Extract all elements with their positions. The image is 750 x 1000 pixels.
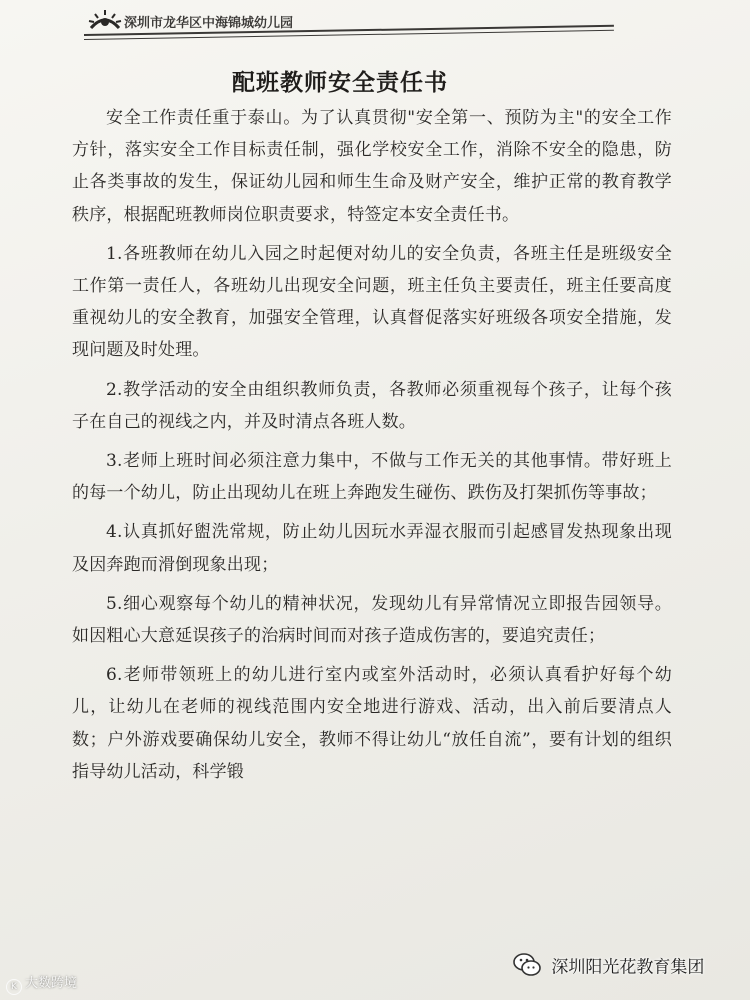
wechat-icon	[512, 950, 542, 980]
document-body	[72, 102, 672, 795]
clause-1: 1.各班教师在幼儿入园之时起便对幼儿的安全负责，各班主任是班级安全工作第一责任人，各班幼儿出现安全问题，班主任负主要责任，班主任要高度重视幼儿的安全教育，加强安全管理，认真督促落实好班级各项安全措施，发现问题及时处理。	[72, 243, 672, 361]
kuajing-logo-icon: K	[6, 979, 22, 995]
clause-5: 5.细心观察每个幼儿的精神状况，发现幼儿有异常情况立即报告园领导。如因粗心大意延误孩子的治病时间而对孩子造成伤害的，要追究责任；	[72, 593, 672, 647]
left-watermark	[6, 972, 77, 995]
left-watermark-text: 大数跨境	[25, 976, 78, 991]
document-title: 配班教师安全责任书	[232, 70, 448, 96]
clause-4: 4.认真抓好盥洗常规，防止幼儿因玩水弄湿衣服而引起感冒发热现象出现及因奔跑而滑倒现象出现；	[72, 522, 672, 575]
school-name: 深圳市龙华区中海锦城幼儿园	[124, 16, 294, 31]
right-watermark-text: 深圳阳光花教育集团	[551, 957, 705, 978]
right-watermark	[512, 950, 704, 984]
sun-logo-icon	[88, 8, 122, 32]
clause-6: 6.老师带领班上的幼儿进行室内或室外活动时，必须认真看护好每个幼儿，让幼儿在老师的视线范围内安全地进行游戏、活动，出入前后要清点人数；户外游戏要确保幼儿安全，教师不得让幼儿“放任自流”，要有计划的组织指导幼儿活动，科学锻	[72, 665, 672, 782]
clause-2: 2.教学活动的安全由组织教师负责，各教师必须重视每个孩子，让每个孩子在自己的视线之内，并及时清点各班人数。	[72, 379, 672, 432]
intro-paragraph: 安全工作责任重于泰山。为了认真贯彻"安全第一、预防为主"的安全工作方针，落实安全工作目标责任制，强化学校安全工作，消除不安全的隐患，防止各类事故的发生，保证幼儿园和师生生命及财产安全，维护正常的教育教学秩序，根据配班教师岗位职责要求，特签定本安全责任书。	[72, 108, 672, 225]
clause-3: 3.老师上班时间必须注意力集中，不做与工作无关的其他事情。带好班上的每一个幼儿，防止出现幼儿在班上奔跑发生碰伤、跌伤及打架抓伤等事故；	[72, 451, 672, 504]
